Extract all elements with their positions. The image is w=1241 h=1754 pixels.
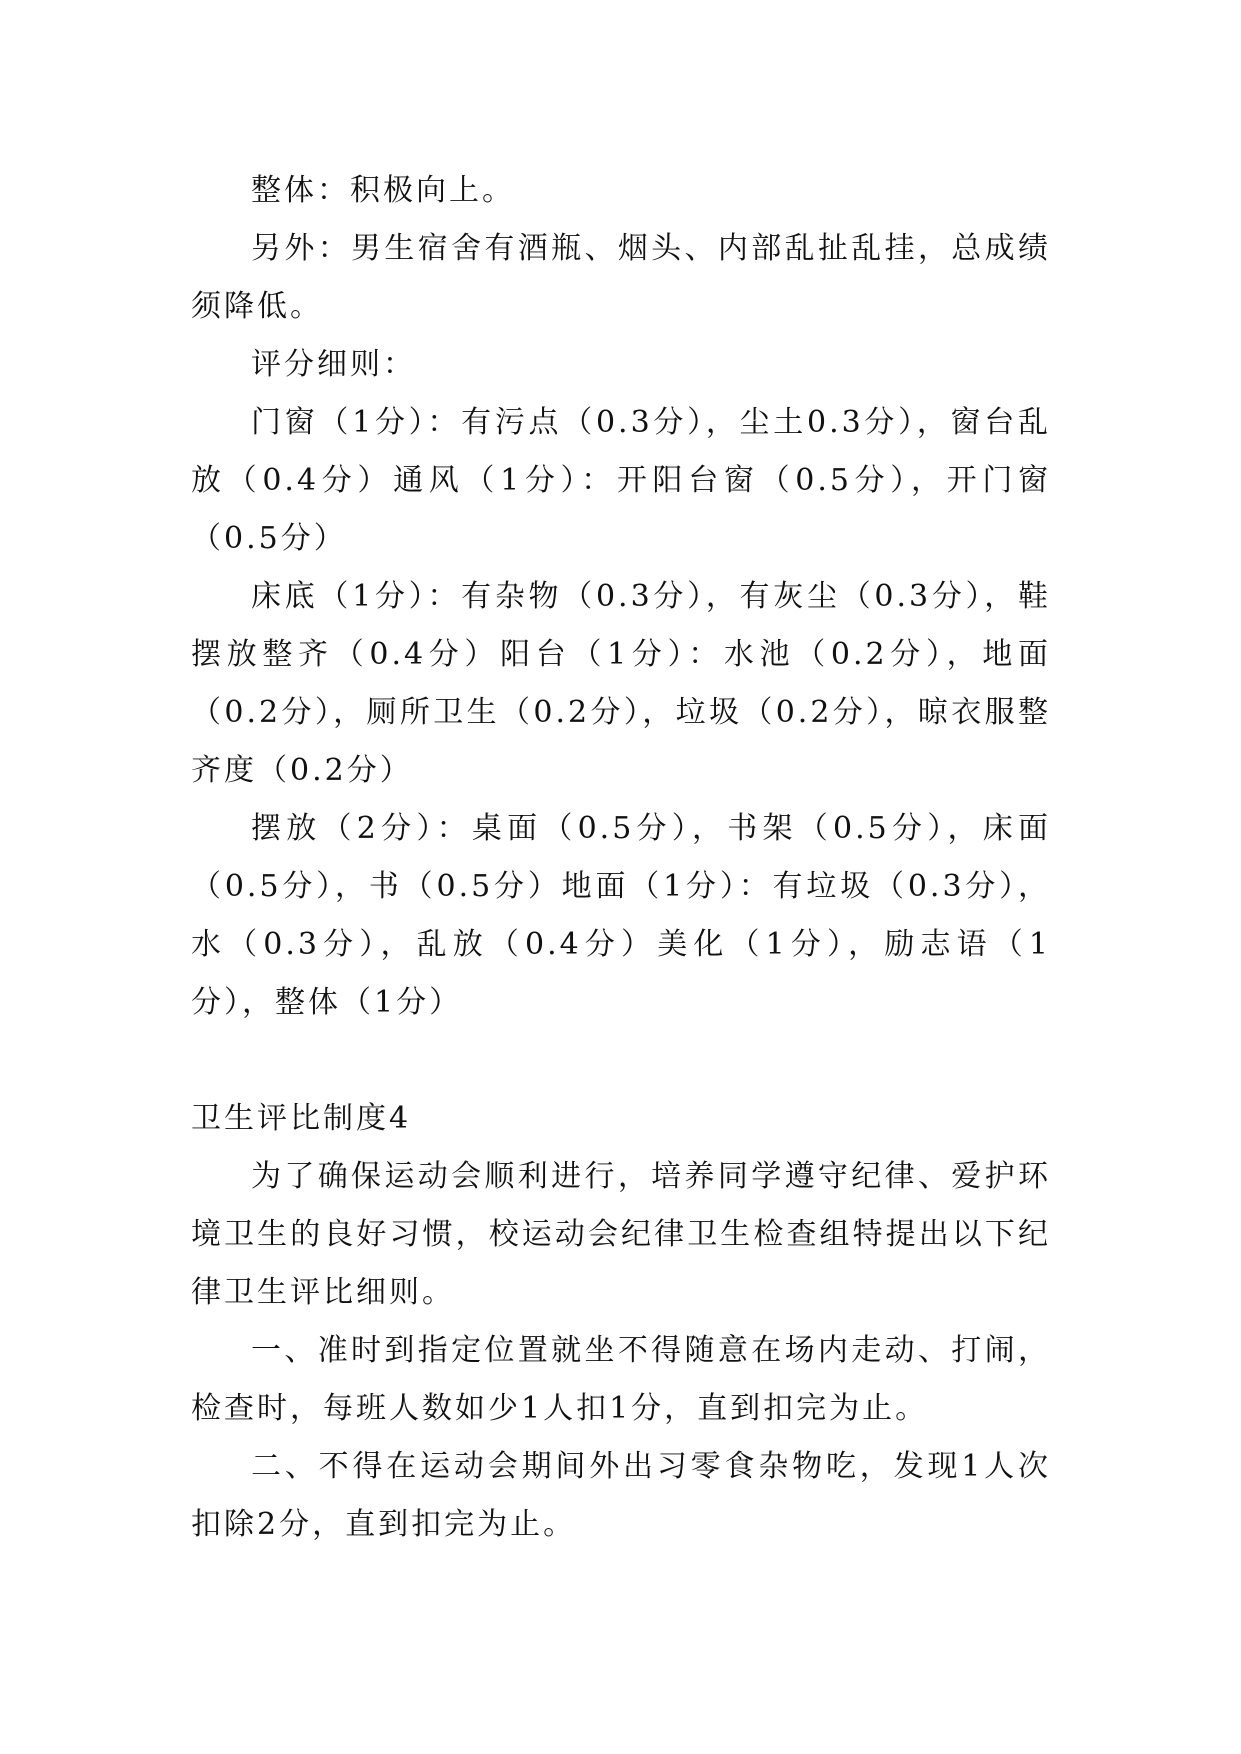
- paragraph-under-bed-balcony: 床底（1分）：有杂物（0.3分），有灰尘（0.3分），鞋摆放整齐（0.4分）阳台（1分）：水池（0.2分），地面（0.2分），厕所卫生（0.2分），垃圾（0.2分），晾衣服整齐度（0.2分）: [191, 579, 1051, 788]
- paragraph-overall: 整体：积极向上。: [251, 173, 515, 208]
- paragraph-scoring-rules-label: 评分细则：: [251, 347, 416, 382]
- paragraph-doors-windows: 门窗（1分）：有污点（0.3分），尘土0.3分），窗台乱放（0.4分）通风（1分）：开阳台窗（0.5分），开门窗（0.5分）: [191, 405, 1051, 556]
- paragraph-intro: 为了确保运动会顺利进行，培养同学遵守纪律、爱护环境卫生的良好习惯，校运动会纪律卫生检查组特提出以下纪律卫生评比细则。: [191, 1159, 1051, 1310]
- section-heading: 卫生评比制度4: [191, 1101, 412, 1136]
- paragraph-rule-one: 一、准时到指定位置就坐不得随意在场内走动、打闹，检查时，每班人数如少1人扣1分，直到扣完为止。: [191, 1333, 1051, 1426]
- paragraph-rule-two: 二、不得在运动会期间外出习零食杂物吃，发现1人次扣除2分，直到扣完为止。: [191, 1449, 1051, 1542]
- paragraph-additional-note: 另外：男生宿舍有酒瓶、烟头、内部乱扯乱挂，总成绩须降低。: [191, 231, 1051, 324]
- section-spacer: [191, 1032, 1051, 1090]
- paragraph-arrangement: 摆放（2分）：桌面（0.5分），书架（0.5分），床面（0.5分），书（0.5分）地面（1分）：有垃圾（0.3分），水（0.3分），乱放（0.4分）美化（1分），励志语（1分），整体（1分）: [191, 811, 1051, 1020]
- document-body: [191, 162, 1051, 1554]
